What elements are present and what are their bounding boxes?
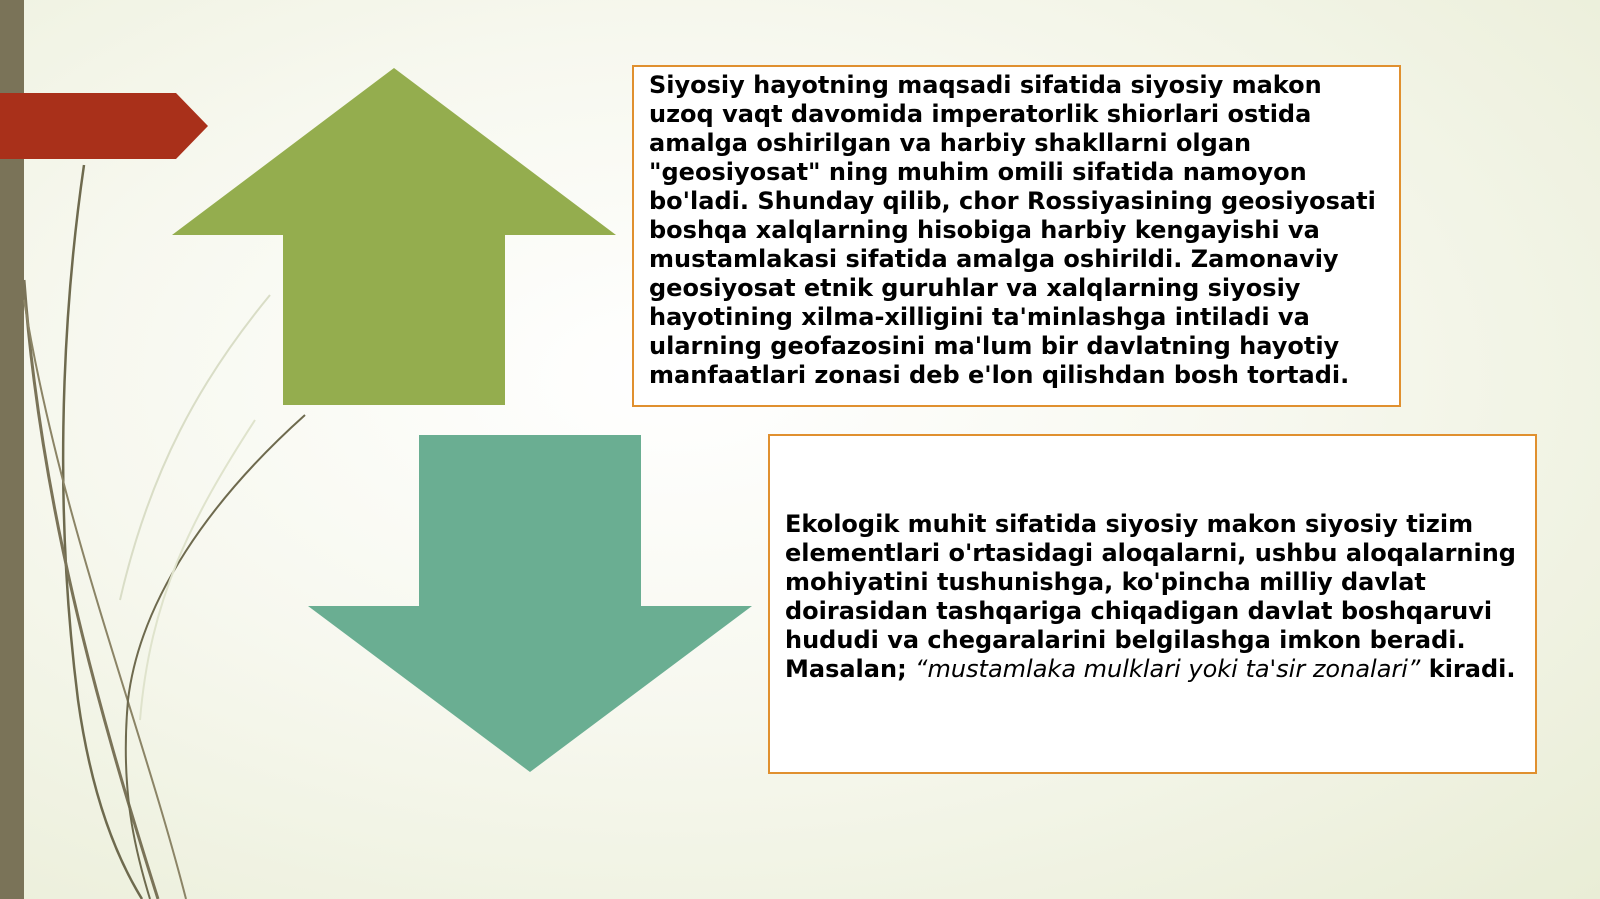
text-box-top xyxy=(632,65,1401,407)
box-top-text: Siyosiy hayotning maqsadi sifatida siyosiy makon uzoq vaqt davomida imperatorlik shiorlari ostida amalga oshirilgan va harbiy shakllarni olgan "geosiyosat" ning muhim omili sifatida namoyon bo'ladi. Shunday qilib, chor Rossiyasining geosiyosati boshqa xalqlarning hisobiga harbiy kengayishi va mustamlakasi sifatida amalga oshirildi. Zamonaviy geosiyosat etnik guruhlar va xalqlarning siyosiy hayotining xilma-xilligini ta'minlashga intiladi va ularning geofazosini ma'lum bir davlatning hayotiy manfaatlari zonasi deb e'lon qilishdan bosh tortadi. xyxy=(649,71,1376,389)
arrow-up-shape xyxy=(172,68,616,405)
arrow-up-icon xyxy=(172,68,616,405)
arrow-down-icon xyxy=(308,435,752,772)
arrow-down-shape xyxy=(308,435,752,772)
box-bottom-text-end: kiradi. xyxy=(1428,655,1516,683)
box-bottom-text-italic: “mustamlaka mulklari yoki ta'sir zonalari” xyxy=(915,655,1421,683)
text-box-bottom xyxy=(768,434,1537,774)
box-bottom-text-main: Ekologik muhit sifatida siyosiy makon siyosiy tizim elementlari o'rtasidagi aloqalarni, ushbu aloqalarning mohiyatini tushunishga, ko'pincha milliy davlat doirasidan tashqariga chiqadigan davlat boshqaruvi hududi va chegaralarini belgilashga imkon beradi. Masalan; xyxy=(785,510,1516,683)
